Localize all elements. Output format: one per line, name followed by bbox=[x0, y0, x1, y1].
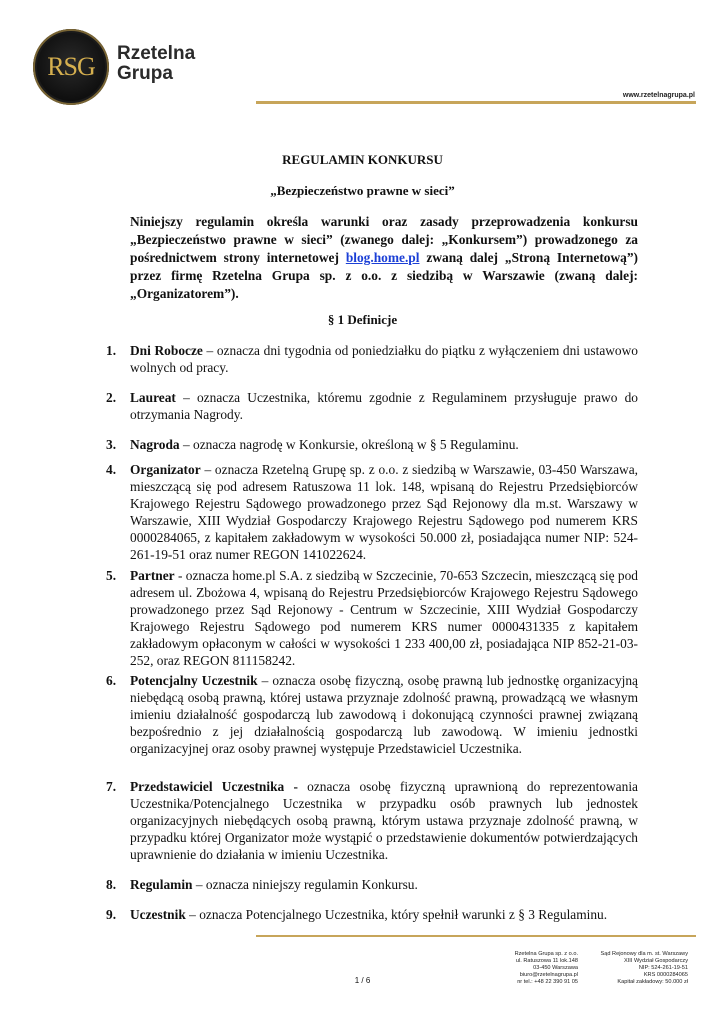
item-term: Regulamin bbox=[130, 877, 193, 892]
item-text: – oznacza dni tygodnia od poniedziałku do piątku z wyłączeniem dni ustawowo wolnych od pracy. bbox=[130, 343, 638, 375]
item-number: 5. bbox=[106, 568, 117, 583]
item-number: 2. bbox=[106, 390, 117, 405]
footer-line: Kapitał zakładowy: 50.000 zł bbox=[617, 979, 688, 985]
definition-item bbox=[106, 876, 638, 893]
definition-item bbox=[106, 672, 638, 757]
footer-line: KRS 0000284065 bbox=[643, 972, 688, 978]
document-subtitle: „Bezpieczeństwo prawne w sieci” bbox=[270, 183, 455, 198]
item-term: Organizator bbox=[130, 462, 201, 477]
item-number: 3. bbox=[106, 437, 117, 452]
footer-line: XIII Wydział Gospodarczy bbox=[624, 958, 688, 964]
footer-line: Sąd Rejonowy dla m. st. Warszawy bbox=[600, 951, 688, 957]
footer-line: 03-450 Warszawa bbox=[533, 965, 578, 971]
item-text: - oznacza home.pl S.A. z siedzibą w Szczecinie, 70-653 Szczecin, mieszczącą się pod adresem ul. Zbożowa 4, wpisaną do Rejestru Przedsiębiorców Krajowego Rejestru Sądowego prowadzonego przez Sąd Rejonowy - Centrum w Szczecinie, XIII Wydział Gospodarczy Krajowego Rejestru Sądowego pod numerem KRS numer 0000431335 z kapitałem zakładowym opłaconym w całości w wysokości 1 233 400,00 zł, posiadająca NIP 852-21-03-252, oraz REGON 811158242. bbox=[130, 568, 638, 668]
footer-line: ul. Ratuszowa 11 lok.148 bbox=[515, 958, 578, 964]
definition-item bbox=[106, 906, 638, 923]
definition-item bbox=[106, 342, 638, 376]
item-text: – oznacza nagrodę w Konkursie, określoną w § 5 Regulaminu. bbox=[179, 437, 519, 452]
logo-monogram: RSG bbox=[47, 52, 95, 81]
definition-item bbox=[106, 778, 638, 863]
item-text: – oznacza Uczestnika, któremu zgodnie z Regulaminem przysługuje prawo do otrzymania Nagrody. bbox=[130, 390, 638, 422]
footer-line: NIP: 524-261-19-51 bbox=[638, 965, 688, 971]
item-number: 6. bbox=[106, 673, 117, 688]
document-title: REGULAMIN KONKURSU bbox=[282, 152, 443, 167]
footer-line: nr tel.: +48 22 390 91 05 bbox=[517, 979, 578, 985]
intro-paragraph bbox=[130, 213, 638, 303]
item-number: 8. bbox=[106, 877, 117, 892]
item-number: 7. bbox=[106, 779, 117, 794]
brand-name bbox=[117, 44, 195, 84]
definition-item bbox=[106, 436, 638, 453]
item-text: – oznacza Rzetelną Grupę sp. z o.o. z siedzibą w Warszawie, 03-450 Warszawa, mieszczącą się pod adresem Ratuszowa 11 lok. 148, wpisaną do Rejestru Przedsiębiorców Krajowego Rejestru Sądowego prowadzonego przez Sąd Rejonowy dla m.st. Warszawy w Warszawie, XIII Wydział Gospodarczy Krajowego Rejestru Sądowego pod numerem KRS 0000284065, z kapitałem zakładowym w wysokości 50.000 zł, posiadająca numer NIP: 524-261-19-51 oraz numer REGON 141022624. bbox=[130, 462, 638, 562]
item-term: Dni Robocze bbox=[130, 343, 203, 358]
item-term: Nagroda bbox=[130, 437, 180, 452]
item-number: 1. bbox=[106, 343, 117, 358]
item-text: oznacza osobę fizyczną uprawnioną do reprezentowania Uczestnika/Potencjalnego Uczestnika w przypadku osób prawnych lub jednostek organizacyjnych niebędących osobą prawną, którym ustawa przyznaje zdolność prawną, w przypadku której Organizator może wystąpić o przedstawienie dokumentów potwierdzających uprawnienie do działania w imieniu Uczestnika. bbox=[130, 779, 638, 862]
definition-item bbox=[106, 389, 638, 423]
item-number: 9. bbox=[106, 907, 117, 922]
brand-line-2: Grupa bbox=[117, 63, 173, 84]
intro-text-2: zwaną dalej „Stroną Internetową”) przez firmę Rzetelna Grupa sp. z o.o. z siedzibą w Warszawie (zwaną dalej: „Organizatorem”). bbox=[130, 250, 638, 301]
page-number: 1 / 6 bbox=[354, 976, 371, 985]
footer-line: Rzetelna Grupa sp. z o.o. bbox=[514, 951, 578, 957]
item-text: – oznacza Potencjalnego Uczestnika, który spełnił warunki z § 3 Regulaminu. bbox=[185, 907, 608, 922]
footer-line: biuro@rzetelnagrupa.pl bbox=[519, 972, 578, 978]
footer-divider bbox=[256, 935, 696, 937]
brand-line-1: Rzetelna bbox=[117, 43, 196, 64]
item-number: 4. bbox=[106, 462, 117, 477]
item-term: Partner bbox=[130, 568, 175, 583]
item-term: Przedstawiciel Uczestnika - bbox=[130, 779, 298, 794]
header-divider bbox=[256, 101, 696, 104]
item-term: Uczestnik bbox=[130, 907, 186, 922]
definition-item bbox=[106, 567, 638, 669]
item-text: – oznacza osobę fizyczną, osobę prawną lub jednostkę organizacyjną niebędącą osobą prawną, której ustawa przyznaje zdolność prawną, prowadzącą we własnym imieniu działalność gospodarczą lub zawodową i dokonującą czynności prawnej związaną bezpośrednio z jej działalnością gospodarczą lub zawodową. W imieniu jednostki organizacyjnej oraz osoby prawnej występuje Przedstawiciel Uczestnika. bbox=[130, 673, 638, 756]
blog-link[interactable]: blog.home.pl bbox=[345, 250, 420, 265]
item-term: Potencjalny Uczestnik bbox=[130, 673, 258, 688]
intro-text-1: Niniejszy regulamin określa warunki oraz zasady przeprowadzenia konkursu „Bezpieczeństwo prawne w sieci” (zwanego dalej: „Konkursem”) prowadzonego za pośrednictwem strony internetowej bbox=[130, 214, 638, 265]
item-text: – oznacza niniejszy regulamin Konkursu. bbox=[192, 877, 418, 892]
website-url[interactable]: www.rzetelnagrupa.pl bbox=[622, 92, 695, 99]
definition-item bbox=[106, 461, 638, 563]
item-term: Laureat bbox=[130, 390, 176, 405]
section-title: § 1 Definicje bbox=[327, 312, 398, 327]
